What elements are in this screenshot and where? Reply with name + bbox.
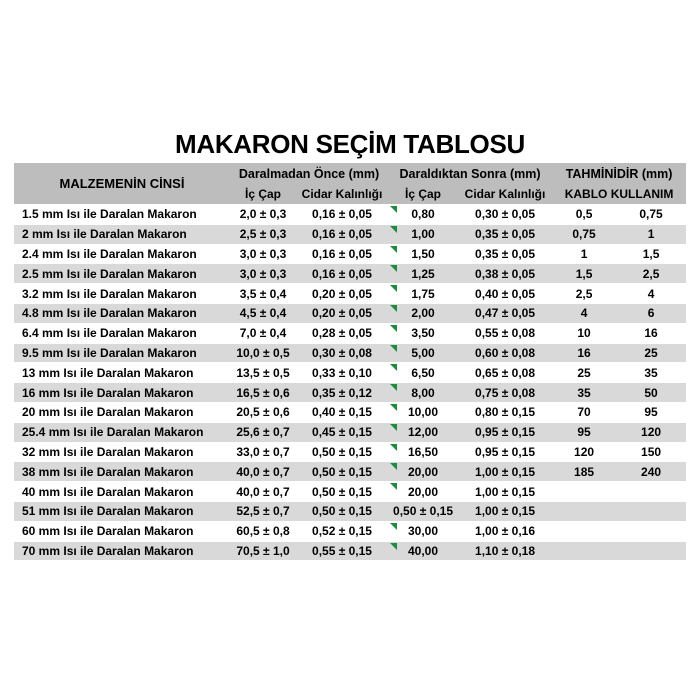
before-cidar-cell: 0,50 ± 0,15 (296, 482, 388, 502)
before-ic-cap-cell: 16,5 ± 0,6 (230, 383, 296, 403)
after-ic-cap-cell: 20,00 (388, 482, 458, 502)
before-ic-cap-cell: 4,5 ± 0,4 (230, 303, 296, 323)
kablo-max-cell: 16 (616, 323, 686, 343)
error-flag-icon (390, 265, 397, 272)
header-material: MALZEMENİN CİNSİ (14, 163, 230, 205)
error-flag-icon (390, 364, 397, 371)
before-ic-cap-cell: 20,5 ± 0,6 (230, 402, 296, 422)
kablo-min-cell: 4 (552, 303, 616, 323)
table-row (14, 442, 686, 462)
before-cidar-cell: 0,33 ± 0,10 (296, 363, 388, 383)
kablo-min-cell (552, 541, 616, 560)
kablo-max-cell: 25 (616, 343, 686, 363)
after-ic-cap-cell: 8,00 (388, 383, 458, 403)
error-flag-icon (390, 285, 397, 292)
before-cidar-cell: 0,20 ± 0,05 (296, 284, 388, 304)
kablo-min-cell (552, 482, 616, 502)
before-ic-cap-cell: 40,0 ± 0,7 (230, 462, 296, 482)
kablo-min-cell: 185 (552, 462, 616, 482)
kablo-max-cell: 95 (616, 402, 686, 422)
material-cell: 3.2 mm Isı ile Daralan Makaron (14, 284, 230, 304)
after-ic-cap-cell: 6,50 (388, 363, 458, 383)
header-sub-cidar-before: Cidar Kalınlığı (296, 184, 388, 205)
error-flag-icon (390, 543, 397, 550)
after-ic-cap-cell: 16,50 (388, 442, 458, 462)
kablo-max-cell (616, 482, 686, 502)
before-ic-cap-cell: 2,5 ± 0,3 (230, 224, 296, 244)
kablo-min-cell: 0,75 (552, 224, 616, 244)
header-group-estimate: TAHMİNİDİR (mm) (552, 163, 686, 184)
after-ic-cap-cell: 5,00 (388, 343, 458, 363)
kablo-max-cell (616, 501, 686, 521)
before-ic-cap-cell: 13,5 ± 0,5 (230, 363, 296, 383)
kablo-max-cell: 0,75 (616, 205, 686, 225)
kablo-min-cell: 1 (552, 244, 616, 264)
before-cidar-cell: 0,50 ± 0,15 (296, 501, 388, 521)
error-flag-icon (390, 483, 397, 490)
before-cidar-cell: 0,55 ± 0,15 (296, 541, 388, 560)
material-cell: 60 mm Isı ile Daralan Makaron (14, 521, 230, 541)
error-flag-icon (390, 305, 397, 312)
kablo-min-cell: 0,5 (552, 205, 616, 225)
header-group-after: Daraldıktan Sonra (mm) (388, 163, 552, 184)
kablo-min-cell: 16 (552, 343, 616, 363)
material-cell: 1.5 mm Isı ile Daralan Makaron (14, 205, 230, 225)
after-cidar-cell: 0,47 ± 0,05 (458, 303, 552, 323)
after-cidar-cell: 0,35 ± 0,05 (458, 224, 552, 244)
after-cidar-cell: 0,35 ± 0,05 (458, 244, 552, 264)
before-cidar-cell: 0,20 ± 0,05 (296, 303, 388, 323)
kablo-min-cell: 120 (552, 442, 616, 462)
material-cell: 40 mm Isı ile Daralan Makaron (14, 482, 230, 502)
kablo-max-cell: 150 (616, 442, 686, 462)
before-cidar-cell: 0,52 ± 0,15 (296, 521, 388, 541)
error-flag-icon (390, 325, 397, 332)
before-cidar-cell: 0,16 ± 0,05 (296, 244, 388, 264)
table-row (14, 205, 686, 225)
after-cidar-cell: 1,00 ± 0,16 (458, 521, 552, 541)
page-title: MAKARON SEÇİM TABLOSU (175, 129, 525, 159)
table-row (14, 244, 686, 264)
header-sub-cidar-after: Cidar Kalınlığı (458, 184, 552, 205)
before-cidar-cell: 0,35 ± 0,12 (296, 383, 388, 403)
table-row (14, 284, 686, 304)
after-ic-cap-cell: 30,00 (388, 521, 458, 541)
error-flag-icon (390, 424, 397, 431)
error-flag-icon (390, 444, 397, 451)
kablo-max-cell: 2,5 (616, 264, 686, 284)
header-group-before: Daralmadan Önce (mm) (230, 163, 388, 184)
before-ic-cap-cell: 25,6 ± 0,7 (230, 422, 296, 442)
table-row (14, 363, 686, 383)
error-flag-icon (390, 246, 397, 253)
material-cell: 6.4 mm Isı ile Daralan Makaron (14, 323, 230, 343)
kablo-min-cell: 25 (552, 363, 616, 383)
kablo-max-cell: 6 (616, 303, 686, 323)
after-ic-cap-cell: 10,00 (388, 402, 458, 422)
table-row (14, 521, 686, 541)
header-sub-kablo: KABLO KULLANIM (552, 184, 686, 205)
kablo-max-cell: 50 (616, 383, 686, 403)
header-sub-ic-cap-before: İç Çap (230, 184, 296, 205)
kablo-max-cell: 1 (616, 224, 686, 244)
after-ic-cap-cell: 3,50 (388, 323, 458, 343)
before-ic-cap-cell: 10,0 ± 0,5 (230, 343, 296, 363)
before-ic-cap-cell: 7,0 ± 0,4 (230, 323, 296, 343)
material-cell: 20 mm Isı ile Daralan Makaron (14, 402, 230, 422)
after-ic-cap-cell: 20,00 (388, 462, 458, 482)
error-flag-icon (390, 384, 397, 391)
material-cell: 13 mm Isı ile Daralan Makaron (14, 363, 230, 383)
before-cidar-cell: 0,45 ± 0,15 (296, 422, 388, 442)
after-cidar-cell: 0,80 ± 0,15 (458, 402, 552, 422)
after-cidar-cell: 1,00 ± 0,15 (458, 501, 552, 521)
error-flag-icon (390, 463, 397, 470)
after-ic-cap-cell: 40,00 (388, 541, 458, 560)
after-cidar-cell: 0,40 ± 0,05 (458, 284, 552, 304)
before-cidar-cell: 0,16 ± 0,05 (296, 224, 388, 244)
kablo-max-cell: 240 (616, 462, 686, 482)
kablo-max-cell: 35 (616, 363, 686, 383)
after-ic-cap-cell: 1,50 (388, 244, 458, 264)
before-ic-cap-cell: 40,0 ± 0,7 (230, 482, 296, 502)
table-row (14, 224, 686, 244)
kablo-min-cell (552, 521, 616, 541)
kablo-min-cell: 1,5 (552, 264, 616, 284)
after-cidar-cell: 1,00 ± 0,15 (458, 482, 552, 502)
after-ic-cap-cell: 2,00 (388, 303, 458, 323)
error-flag-icon (390, 523, 397, 530)
material-cell: 4.8 mm Isı ile Daralan Makaron (14, 303, 230, 323)
before-cidar-cell: 0,28 ± 0,05 (296, 323, 388, 343)
kablo-min-cell: 10 (552, 323, 616, 343)
after-cidar-cell: 0,38 ± 0,05 (458, 264, 552, 284)
error-flag-icon (390, 206, 397, 213)
before-cidar-cell: 0,16 ± 0,05 (296, 264, 388, 284)
kablo-max-cell: 1,5 (616, 244, 686, 264)
before-ic-cap-cell: 3,5 ± 0,4 (230, 284, 296, 304)
before-ic-cap-cell: 3,0 ± 0,3 (230, 264, 296, 284)
kablo-max-cell (616, 521, 686, 541)
table-row (14, 462, 686, 482)
table-row (14, 501, 686, 521)
table-row (14, 323, 686, 343)
table-header (14, 163, 686, 205)
material-cell: 2.4 mm Isı ile Daralan Makaron (14, 244, 230, 264)
kablo-min-cell: 95 (552, 422, 616, 442)
after-cidar-cell: 0,75 ± 0,08 (458, 383, 552, 403)
before-cidar-cell: 0,50 ± 0,15 (296, 462, 388, 482)
material-cell: 16 mm Isı ile Daralan Makaron (14, 383, 230, 403)
before-cidar-cell: 0,16 ± 0,05 (296, 205, 388, 225)
material-cell: 2.5 mm Isı ile Daralan Makaron (14, 264, 230, 284)
before-ic-cap-cell: 3,0 ± 0,3 (230, 244, 296, 264)
before-cidar-cell: 0,30 ± 0,08 (296, 343, 388, 363)
material-cell: 70 mm Isı ile Daralan Makaron (14, 541, 230, 560)
header-sub-ic-cap-after: İç Çap (388, 184, 458, 205)
kablo-min-cell: 70 (552, 402, 616, 422)
material-cell: 32 mm Isı ile Daralan Makaron (14, 442, 230, 462)
kablo-min-cell (552, 501, 616, 521)
table-body (14, 205, 686, 561)
after-ic-cap-cell: 0,50 ± 0,15 (388, 501, 458, 521)
kablo-min-cell: 2,5 (552, 284, 616, 304)
table-row (14, 482, 686, 502)
before-cidar-cell: 0,50 ± 0,15 (296, 442, 388, 462)
kablo-max-cell: 4 (616, 284, 686, 304)
kablo-max-cell (616, 541, 686, 560)
after-cidar-cell: 0,60 ± 0,08 (458, 343, 552, 363)
after-cidar-cell: 0,30 ± 0,05 (458, 205, 552, 225)
material-cell: 2 mm Isı ile Daralan Makaron (14, 224, 230, 244)
after-ic-cap-cell: 0,80 (388, 205, 458, 225)
after-cidar-cell: 0,95 ± 0,15 (458, 442, 552, 462)
after-ic-cap-cell: 1,75 (388, 284, 458, 304)
table-row (14, 303, 686, 323)
after-cidar-cell: 0,55 ± 0,08 (458, 323, 552, 343)
error-flag-icon (390, 404, 397, 411)
kablo-max-cell: 120 (616, 422, 686, 442)
after-cidar-cell: 0,65 ± 0,08 (458, 363, 552, 383)
before-ic-cap-cell: 52,5 ± 0,7 (230, 501, 296, 521)
material-cell: 9.5 mm Isı ile Daralan Makaron (14, 343, 230, 363)
table-row (14, 383, 686, 403)
error-flag-icon (390, 345, 397, 352)
error-flag-icon (390, 226, 397, 233)
makaron-selection-table (14, 163, 686, 560)
after-ic-cap-cell: 12,00 (388, 422, 458, 442)
material-cell: 51 mm Isı ile Daralan Makaron (14, 501, 230, 521)
before-ic-cap-cell: 33,0 ± 0,7 (230, 442, 296, 462)
before-cidar-cell: 0,40 ± 0,15 (296, 402, 388, 422)
kablo-min-cell: 35 (552, 383, 616, 403)
before-ic-cap-cell: 70,5 ± 1,0 (230, 541, 296, 560)
after-cidar-cell: 0,95 ± 0,15 (458, 422, 552, 442)
after-ic-cap-cell: 1,25 (388, 264, 458, 284)
before-ic-cap-cell: 2,0 ± 0,3 (230, 205, 296, 225)
material-cell: 25.4 mm Isı ile Daralan Makaron (14, 422, 230, 442)
table-row (14, 541, 686, 560)
after-cidar-cell: 1,00 ± 0,15 (458, 462, 552, 482)
header-group-row (14, 163, 686, 184)
table-row (14, 264, 686, 284)
table-row (14, 422, 686, 442)
after-cidar-cell: 1,10 ± 0,18 (458, 541, 552, 560)
after-ic-cap-cell: 1,00 (388, 224, 458, 244)
before-ic-cap-cell: 60,5 ± 0,8 (230, 521, 296, 541)
table-row (14, 343, 686, 363)
material-cell: 38 mm Isı ile Daralan Makaron (14, 462, 230, 482)
table-row (14, 402, 686, 422)
